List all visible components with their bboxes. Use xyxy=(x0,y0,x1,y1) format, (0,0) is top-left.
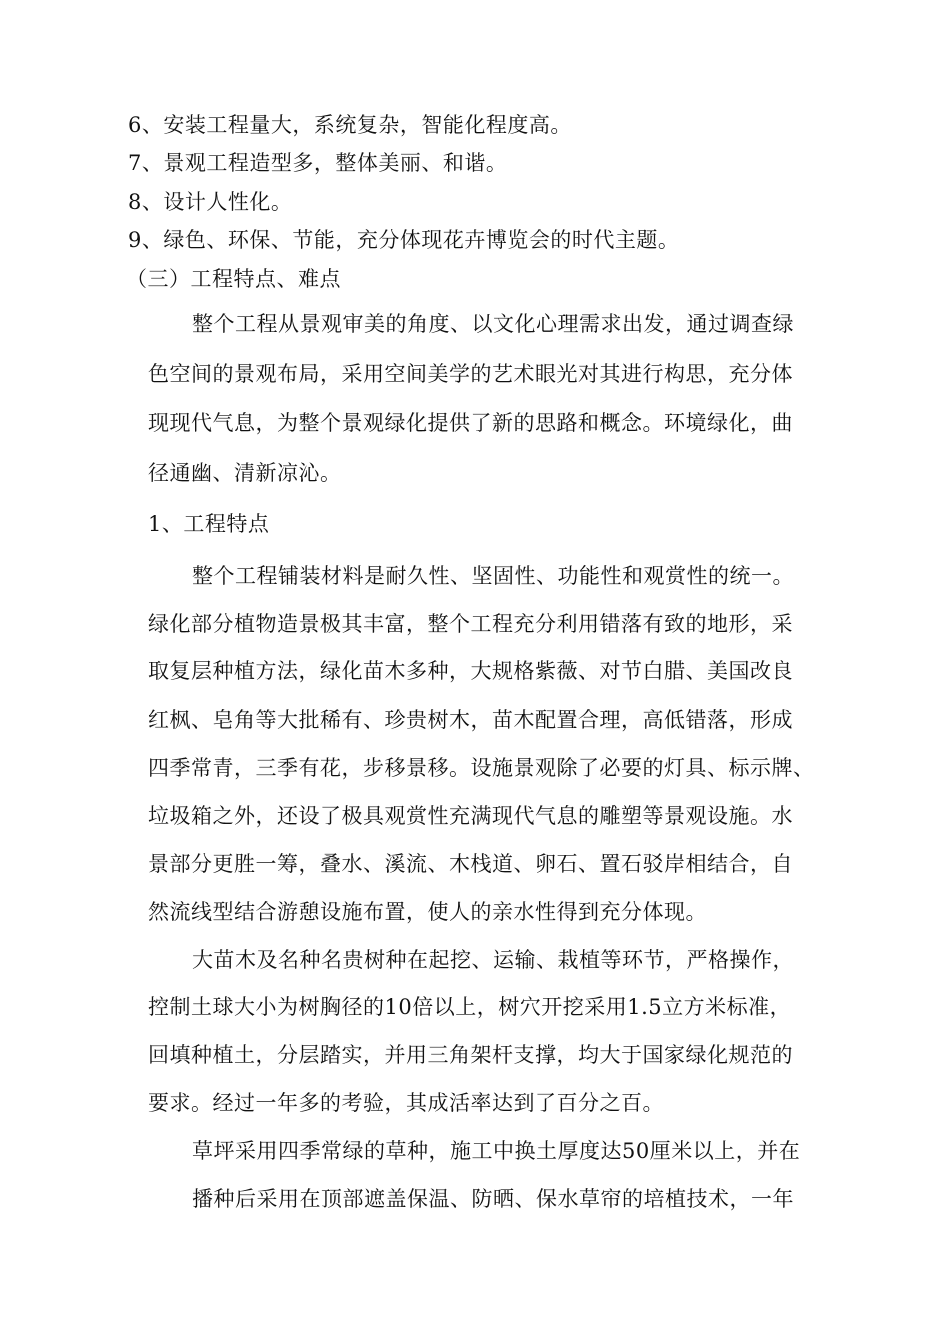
trees-paragraph-line: 大苗木及名种名贵树种在起挖、运输、栽植等环节，严格操作， xyxy=(192,948,794,972)
lawn-paragraph-line: 草坪采用四季常绿的草种，施工中换土厚度达50厘米以上，并在 xyxy=(192,1139,801,1163)
materials-paragraph-line: 景部分更胜一筹，叠水、溪流、木栈道、卵石、置石驳岸相结合，自 xyxy=(148,852,793,876)
trees-paragraph-line: 控制土球大小为树胸径的10倍以上，树穴开挖采用1.5立方米标准， xyxy=(148,995,792,1019)
list-item-6: 6、安装工程量大，系统复杂，智能化程度高。 xyxy=(128,113,572,137)
section-heading: （三）工程特点、难点 xyxy=(126,267,341,291)
materials-paragraph-line: 红枫、皂角等大批稀有、珍贵树木，苗木配置合理，高低错落，形成 xyxy=(148,708,793,732)
list-item-9: 9、绿色、环保、节能，充分体现花卉博览会的时代主题。 xyxy=(128,228,680,252)
list-item-8: 8、设计人性化。 xyxy=(128,190,293,214)
materials-paragraph-line: 整个工程铺装材料是耐久性、坚固性、功能性和观赏性的统一。 xyxy=(192,564,794,588)
intro-paragraph-line: 径通幽、清新凉沁。 xyxy=(148,461,342,485)
intro-paragraph-line: 现现代气息，为整个景观绿化提供了新的思路和概念。环境绿化，曲 xyxy=(148,411,793,435)
intro-paragraph-line: 整个工程从景观审美的角度、以文化心理需求出发，通过调查绿 xyxy=(192,312,794,336)
materials-paragraph-line: 四季常青，三季有花，步移景移。设施景观除了必要的灯具、标示牌、 xyxy=(148,756,815,780)
materials-paragraph-line: 然流线型结合游憩设施布置，使人的亲水性得到充分体现。 xyxy=(148,900,707,924)
materials-paragraph-line: 取复层种植方法，绿化苗木多种，大规格紫薇、对节白腊、美国改良 xyxy=(148,659,793,683)
trees-paragraph-line: 要求。经过一年多的考验，其成活率达到了百分之百。 xyxy=(148,1091,664,1115)
materials-paragraph-line: 绿化部分植物造景极其丰富，整个工程充分利用错落有致的地形，采 xyxy=(148,612,793,636)
lawn-paragraph-line: 播种后采用在顶部遮盖保温、防晒、保水草帘的培植技术，一年 xyxy=(192,1187,794,1211)
materials-paragraph-line: 垃圾箱之外，还设了极具观赏性充满现代气息的雕塑等景观设施。水 xyxy=(148,804,793,828)
trees-paragraph-line: 回填种植土，分层踏实，并用三角架杆支撑，均大于国家绿化规范的 xyxy=(148,1043,793,1067)
intro-paragraph-line: 色空间的景观布局，采用空间美学的艺术眼光对其进行构思，充分体 xyxy=(148,362,793,386)
list-item-7: 7、景观工程造型多，整体美丽、和谐。 xyxy=(128,151,508,175)
subsection-heading: 1、工程特点 xyxy=(148,512,270,536)
